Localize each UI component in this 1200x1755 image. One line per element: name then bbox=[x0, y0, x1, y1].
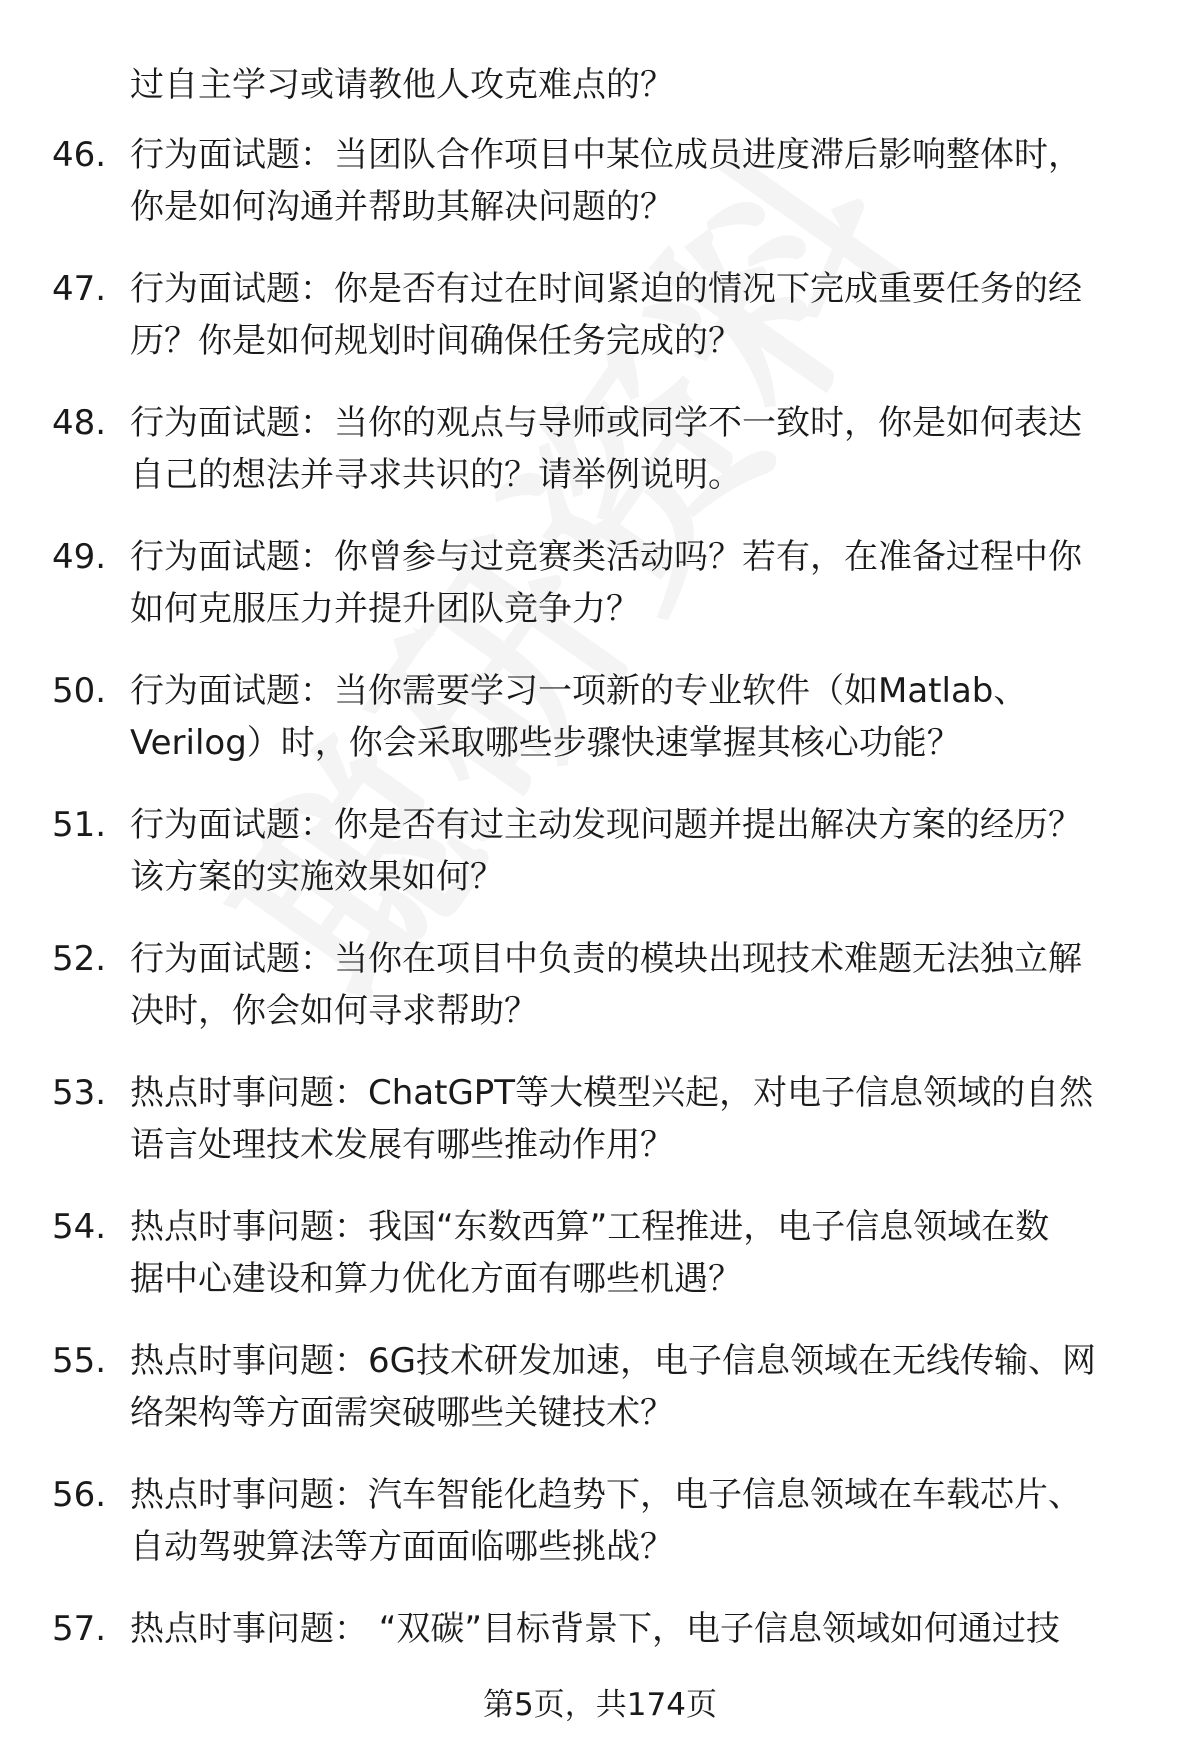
question-item bbox=[0, 1336, 1200, 1470]
question-item bbox=[0, 130, 1200, 264]
question-item bbox=[0, 1470, 1200, 1604]
question-item bbox=[0, 1202, 1200, 1336]
question-text-line-2: 决时，你会如何寻求帮助？ bbox=[130, 991, 538, 1031]
question-number: 57. bbox=[52, 1609, 107, 1649]
question-number: 52. bbox=[52, 939, 107, 979]
question-number: 54. bbox=[52, 1207, 107, 1247]
question-text-line-1: 行为面试题：当你的观点与导师或同学不一致时，你是如何表达 bbox=[130, 403, 1082, 443]
question-text-line-2: 络架构等方面需突破哪些关键技术？ bbox=[130, 1393, 674, 1433]
question-number: 49. bbox=[52, 537, 107, 577]
question-text-line-1: 行为面试题：你是否有过主动发现问题并提出解决方案的经历？ bbox=[130, 805, 1082, 845]
question-text-line-1: 行为面试题：当团队合作项目中某位成员进度滞后影响整体时， bbox=[130, 135, 1082, 175]
question-number: 56. bbox=[52, 1475, 107, 1515]
question-text-line-1: 行为面试题：当你在项目中负责的模块出现技术难题无法独立解 bbox=[130, 939, 1082, 979]
question-text-line-1: 热点时事问题：我国“东数西算”工程推进，电子信息领域在数 bbox=[130, 1207, 1050, 1247]
question-text-line-2: 据中心建设和算力优化方面有哪些机遇？ bbox=[130, 1259, 742, 1299]
question-text-line-1: 热点时事问题：6G技术研发加速，电子信息领域在无线传输、网 bbox=[130, 1341, 1096, 1381]
question-text-line-2: 历？你是如何规划时间确保任务完成的？ bbox=[130, 321, 742, 361]
question-text-line-2: 自动驾驶算法等方面面临哪些挑战？ bbox=[130, 1527, 674, 1567]
question-number: 50. bbox=[52, 671, 107, 711]
question-text-line-2: Verilog）时，你会采取哪些步骤快速掌握其核心功能？ bbox=[130, 723, 961, 763]
question-item bbox=[0, 398, 1200, 532]
question-number: 48. bbox=[52, 403, 107, 443]
question-item bbox=[0, 934, 1200, 1068]
question-text-line-1: 行为面试题：你是否有过在时间紧迫的情况下完成重要任务的经 bbox=[130, 269, 1082, 309]
question-text-line-1: 热点时事问题：汽车智能化趋势下，电子信息领域在车载芯片、 bbox=[130, 1475, 1082, 1515]
question-text-line-2: 该方案的实施效果如何？ bbox=[130, 857, 504, 897]
question-number: 46. bbox=[52, 135, 107, 175]
question-text-line-1: 热点时事问题：ChatGPT等大模型兴起，对电子信息领域的自然 bbox=[130, 1073, 1094, 1113]
question-item bbox=[0, 1068, 1200, 1202]
question-text-line-2: 你是如何沟通并帮助其解决问题的？ bbox=[130, 187, 674, 227]
question-item bbox=[0, 264, 1200, 398]
page-footer: 第5页，共174页 bbox=[483, 1687, 717, 1723]
question-number: 51. bbox=[52, 805, 107, 845]
question-text-line-1: 行为面试题：你曾参与过竞赛类活动吗？若有，在准备过程中你 bbox=[130, 537, 1082, 577]
question-text-line-1: 热点时事问题： “双碳”目标背景下，电子信息领域如何通过技 bbox=[130, 1609, 1061, 1649]
question-number: 47. bbox=[52, 269, 107, 309]
question-number: 53. bbox=[52, 1073, 107, 1113]
question-list bbox=[0, 130, 1200, 1738]
question-text-line-2: 自己的想法并寻求共识的？请举例说明。 bbox=[130, 455, 742, 495]
question-item bbox=[0, 532, 1200, 666]
question-number: 55. bbox=[52, 1341, 107, 1381]
question-text-line-2: 如何克服压力并提升团队竞争力？ bbox=[130, 589, 640, 629]
question-text-line-2: 语言处理技术发展有哪些推动作用？ bbox=[130, 1125, 674, 1165]
continuation-line: 过自主学习或请教他人攻克难点的？ bbox=[130, 65, 674, 105]
question-item bbox=[0, 800, 1200, 934]
question-item bbox=[0, 666, 1200, 800]
question-text-line-1: 行为面试题：当你需要学习一项新的专业软件（如Matlab、 bbox=[130, 671, 1028, 711]
